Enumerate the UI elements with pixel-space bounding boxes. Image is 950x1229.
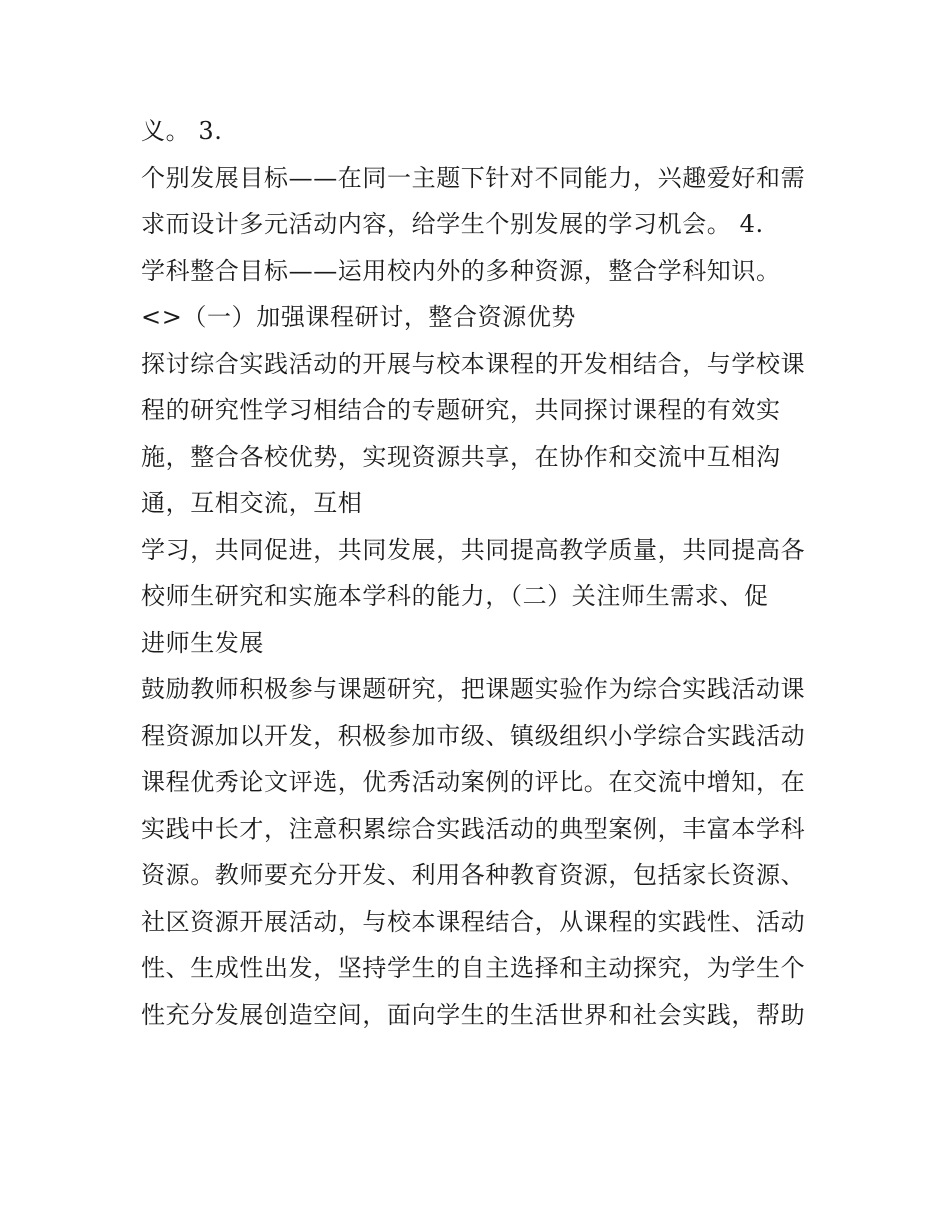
text-line: 学习，共同促进，共同发展，共同提高教学质量，共同提高各 (141, 535, 806, 564)
text-line: 程资源加以开发，积极参加市级、镇级组织小学综合实践活动 (141, 721, 806, 750)
section-heading: <>（一）加强课程研讨，整合资源优势 (141, 303, 577, 331)
text-line: 性充分发展创造空间，面向学生的生活世界和社会实践，帮助 (141, 1000, 806, 1029)
document-body (141, 108, 821, 1038)
text-line: 实践中长才，注意积累综合实践活动的典型案例，丰富本学科 (141, 814, 806, 843)
text-line: 进师生发展 (141, 628, 264, 657)
text-line: 义。 3. (141, 117, 223, 145)
text-line: 社区资源开展活动，与校本课程结合，从课程的实践性、活动 (141, 907, 806, 936)
text-line: 通，互相交流，互相 (141, 489, 363, 517)
text-line: 校师生研究和实施本学科的能力，（二）关注师生需求、促 (141, 582, 769, 610)
text-line: 学科整合目标——运用校内外的多种资源，整合学科知识。 (141, 256, 781, 285)
text-line: 求而设计多元活动内容，给学生个别发展的学习机会。 4. (141, 210, 764, 238)
text-line: 程的研究性学习相结合的专题研究，共同探讨课程的有效实 (141, 396, 781, 424)
text-line: 施，整合各校优势，实现资源共享，在协作和交流中互相沟 (141, 442, 781, 471)
text-line: 资源。教师要充分开发、利用各种教育资源，包括家长资源、 (141, 861, 806, 889)
text-line: 课程优秀论文评选，优秀活动案例的评比。在交流中增知，在 (141, 768, 806, 796)
text-line: 性、生成性出发，坚持学生的自主选择和主动探究，为学生个 (141, 954, 806, 982)
text-line: 个别发展目标——在同一主题下针对不同能力，兴趣爱好和需 (141, 163, 806, 192)
text-line: 探讨综合实践活动的开展与校本课程的开发相结合，与学校课 (141, 349, 806, 378)
text-line: 鼓励教师积极参与课题研究，把课题实验作为综合实践活动课 (141, 675, 806, 703)
